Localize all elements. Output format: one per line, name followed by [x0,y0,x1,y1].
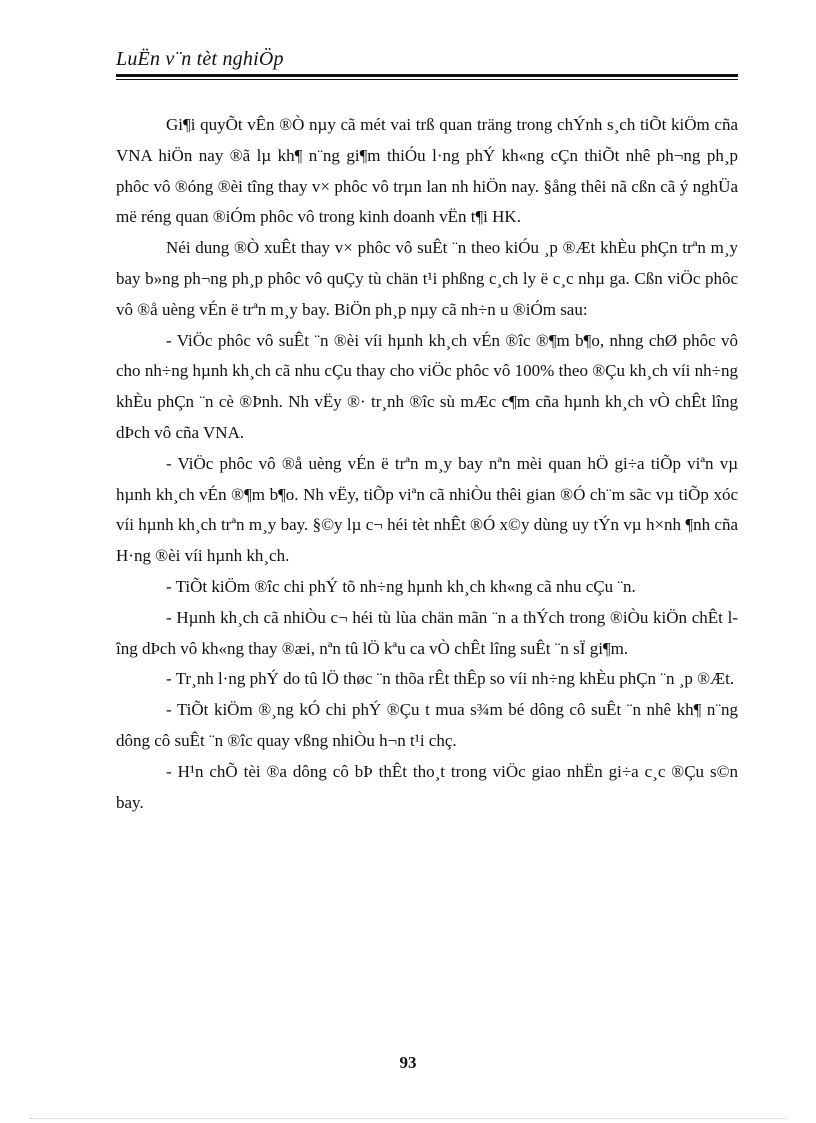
bottom-dotted-border [30,1118,786,1119]
header-rule-thick [116,74,738,77]
page-number: 93 [399,1053,417,1072]
bullet-item: - ViÖc phôc vô ®å uèng vÉn ë trªn m¸y bay nªn mèi quan hÖ gi÷a tiÕp viªn vµ hµnh kh¸ch vÉn ®¶m b¶o. Nh vËy, tiÕp viªn cã nhiÒu thêi gian ®Ó ch¨m sãc vµ tiÕp xóc víi hµnh kh¸ch trªn m¸y bay. §©y lµ c¬ héi tèt nhÊt ®Ó x©y dùng uy tÝn vµ h×nh ¶nh cña H·ng ®èi víi hµnh kh¸ch. [116,453,738,566]
body-text [116,110,738,818]
bullet-item: - Tr¸nh l·ng phÝ do tû lÖ thøc ¨n thõa rÊt thÊp so víi nh÷ng khÈu phÇn ¨n ¸p ®Æt. [166,669,735,689]
bullet-item: - ViÖc phôc vô suÊt ¨n ®èi víi hµnh kh¸ch vÉn ®îc ®¶m b¶o, nhng chØ phôc vô cho nh÷ng hµnh kh¸ch cã nhu cÇu thay cho viÖc phôc vô 100% theo ®Çu kh¸ch víi nh÷ng khÈu phÇn ¨n cè ®Þnh. Nh vËy ®· tr¸nh ®îc sù mÆc c¶m cña hµnh kh¸ch vÒ chÊt lîng dÞch vô cña VNA. [116,330,738,442]
bullet-item: - TiÕt kiÖm ®îc chi phÝ tõ nh÷ng hµnh kh¸ch kh«ng cã nhu cÇu ¨n. [166,576,636,596]
bullet-item: - Hµnh kh¸ch cã nhiÒu c¬ héi tù lùa chän mãn ¨n a thÝch trong ®iÒu kiÖn chÊt lîng dÞch vô kh«ng thay ®æi, nªn tû lÖ kªu ca vÒ chÊt lîng suÊt ¨n sÏ gi¶m. [116,607,738,658]
paragraph-intro: Gi¶i quyÕt vÊn ®Ò nµy cã mét vai trß quan träng trong chÝnh s¸ch tiÕt kiÖm cña VNA hiÖn nay ®ã lµ kh¶ n¨ng gi¶m thiÓu l·ng phÝ kh«ng cÇn thiÕt nhê ph¬ng ph¸p phôc vô ®óng ®èi tîng thay v× phôc vô trµn lan nh hiÖn nay. §ång thêi nã cßn cã ý nghÜa më réng quan ®iÓm phôc vô trong kinh doanh vËn t¶i HK. [116,115,738,227]
paragraph-proposal: Néi dung ®Ò xuÊt thay v× phôc vô suÊt ¨n theo kiÓu ¸p ®Æt khÈu phÇn trªn m¸y bay b»ng ph¬ng ph¸p phôc vô quÇy tù chän t¹i phßng c¸ch ly ë c¸c nhµ ga. Cßn viÖc phôc vô ®å uèng vÉn ë trªn m¸y bay. BiÖn ph¸p nµy cã nh÷n u ®iÓm sau: [116,238,738,319]
header-rule-thin [116,79,738,80]
bullet-item: - H¹n chÕ tèi ®a dông cô bÞ thÊt tho¸t trong viÖc giao nhËn gi÷a c¸c ®Çu s©n bay. [116,761,738,812]
bullet-item: - TiÕt kiÖm ®¸ng kÓ chi phÝ ®Çu t mua s¾m bé dông cô suÊt ¨n nhê kh¶ n¨ng dông cô suÊt ¨n ®îc quay vßng nhiÒu h¬n t¹i chç. [116,700,738,750]
header-title: LuËn v¨n tèt nghiÖp [116,48,284,70]
